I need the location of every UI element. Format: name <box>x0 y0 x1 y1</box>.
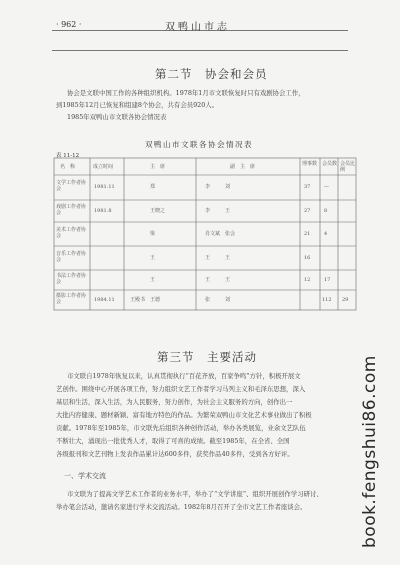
table-cell: 郑 <box>150 184 166 190</box>
table-header: 会员数 <box>322 161 338 167</box>
table-cell: 112 <box>322 297 332 303</box>
paragraph-line: 艺创作。围绕中心开展各项工作，努力组织文艺工作者学习马列主义和毛泽东思想，深入 <box>56 385 306 393</box>
table-row: 书法工作者协会 <box>56 273 87 285</box>
table-cell: 37 <box>304 184 311 190</box>
table-cell: 王 <box>150 277 166 283</box>
table-header: 副 主 席 <box>230 164 256 170</box>
table-cell: 27 <box>304 208 311 214</box>
paragraph-line: 基层和生活，深入生活，为人民服务，努力创作，为社会主义服务的方向，创作出一 <box>56 398 293 406</box>
page-number: · 962 · <box>56 20 82 29</box>
table-unit: 表 11-12 <box>56 153 80 159</box>
table-cell: 李 王 <box>205 208 241 214</box>
table-cell: 8 <box>324 208 328 214</box>
section-title: 第二节 协会和会员 <box>155 67 268 81</box>
paragraph-line: 贡献。1978年至1985年，市文联先后组织各种创作活动，举办各类展览，业余文艺队伍 <box>56 424 306 432</box>
table-cell: 17 <box>324 277 331 283</box>
table-cell: 12 <box>304 277 311 283</box>
paragraph-line: 大批内容健康、题材新颖、富有地方特色的作品。为繁荣双鸭山市文化艺术事业做出了积极 <box>56 411 312 419</box>
paragraph-line: 市文联为了提高文学艺术工作者的业务水平，举办了“文学讲座”、组织开展创作学习研讨、 <box>67 490 323 498</box>
paragraph-line: 协会是文联中国工作的各种组织机构。1978年1月市文联恢复时只有戏剧协会工作， <box>67 89 305 97</box>
table-cell: 4 <box>324 231 328 237</box>
table-row: 音乐工作者协会 <box>56 251 87 263</box>
running-title: 双鸭山市志 <box>165 22 230 33</box>
table-row: 摄影工作者协会 <box>56 293 87 305</box>
table-cell: 王晓之 <box>150 208 166 214</box>
table-cell: 梁 <box>150 231 166 237</box>
paragraph-line: 到1985年12月已恢复和组建8个协会，共有会员920人。 <box>56 101 219 109</box>
table-cell: 张 刘 <box>205 297 241 303</box>
table-row: 文学工作者协会 <box>56 180 87 192</box>
table-header: 会员比例 <box>340 161 356 173</box>
table-cell: 29 <box>342 297 349 303</box>
paragraph-line: 各级报刊和文艺刊物上发表作品累计达600多件，获奖作品40多件，受到各方好评。 <box>56 450 294 458</box>
paragraph-line: 1985年双鸭山市文联各协会情况表 <box>67 113 167 121</box>
table-cell: 王殿书 王德 <box>130 297 166 303</box>
watermark-text: book.fengshui86.com <box>360 355 380 548</box>
table-header: 主 席 <box>150 164 166 170</box>
table-title: 双鸭山市文联各协会情况表 <box>145 140 253 149</box>
subheading: 一、学术交流 <box>64 472 106 480</box>
table-cell: 肖文斌 张会 <box>205 231 241 237</box>
table-cell: 王 王 <box>205 277 241 283</box>
paragraph-line: 不断壮大，涌现出一批优秀人才，取得了可喜的成绩。截至1985年，在全省、全国 <box>56 437 290 445</box>
table-cell: 16 <box>304 255 311 261</box>
table-cell: 王 王 <box>205 255 241 261</box>
table-cell: 21 <box>304 231 311 237</box>
table-row: 美术工作者协会 <box>56 227 87 239</box>
table-cell: 1981.8 <box>94 208 112 214</box>
section-title: 第三节 主要活动 <box>157 350 257 364</box>
table-cell: 王 <box>150 255 166 261</box>
table-header: 成立时间 <box>93 164 114 170</box>
table-header: 名 称 <box>60 164 76 170</box>
table-cell: — <box>324 184 329 190</box>
table-header: 理事数 <box>302 161 318 167</box>
table-cell: 1984.11 <box>94 297 115 303</box>
paragraph-line: 市文联自1978年恢复以来，认真贯彻执行“百花齐放，百家争鸣”方针，积极开展文 <box>67 372 301 380</box>
table-cell: 1981.11 <box>94 184 115 190</box>
table-row: 戏剧工作者协会 <box>56 204 87 216</box>
paragraph-line: 举办笔会活动，邀请名家进行学术交流活动。1982年8月召开了全市文艺工作者座谈会。 <box>56 503 307 511</box>
table-cell: 李 刘 <box>205 184 241 190</box>
